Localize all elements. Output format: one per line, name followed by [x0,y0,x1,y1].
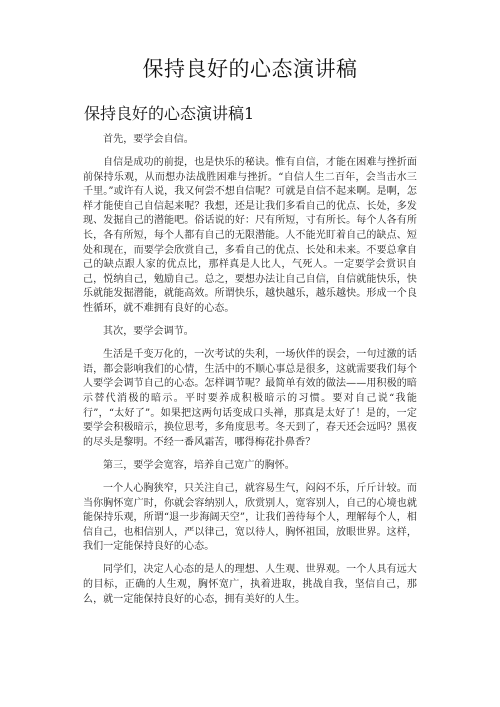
paragraph-5: 第三，要学会宽容，培养自己宽广的胸怀。 [103,459,295,471]
paragraph-7: 同学们，决定人心态的是人的理想、人生观、世界观。一个人具有远大的目标，正确的人生观，胸怀宽广，执着进取，挑战自我，坚信自己，那么，就一定能保持良好的心态，拥有美好的人生。 [83,564,417,605]
paragraph-3: 其次，要学会调节。 [103,326,194,338]
section-heading: 保持良好的心态演讲稿1 [84,104,255,123]
document-body [83,133,417,616]
paragraph-6: 一个人心胸狭窄，只关注自己，就容易生气，闷闷不乐，斤斤计较。而当你胸怀宽广时，你就会容纳别人，欣赏别人，宽容别人，自己的心境也就能保持乐观，所谓“退一步海阔天空”，让我们善待每个人，理解每个人，相信自己，也相信别人，严以律己，宽以待人，胸怀祖国，放眼世界。这样，我们一定能保持良好的心态。 [83,482,417,553]
paragraph-2: 自信是成功的前提，也是快乐的秘诀。惟有自信，才能在困难与挫折面前保持乐观，从而想办法战胜困难与挫折。“自信人生二百年，会当击水三千里。”或许有人说，我又何尝不想自信呢？可就是自信不起来啊。是啊，怎样才能使自己自信起来呢？我想，还是让我们多看自己的优点、长处，多发现、发掘自己的潜能吧。俗话说的好：尺有所短，寸有所长。每个人各有所长，各有所短，每个人都有自己的无限潜能。人不能光盯着自己的缺点、短处和现在，而要学会欣赏自己，多看自己的优点、长处和未来。不要总拿自己的缺点跟人家的优点比，那样真是人比人，气死人。一定要学会赏识自己，悦纳自己，勉励自己。总之，要想办法让自己自信，自信就能快乐，快乐就能发掘潜能，就能高效。所谓快乐，越快越乐，越乐越快。形成一个良性循环，就不难拥有良好的心态。 [83,157,417,315]
paragraph-1: 首先，要学会自信。 [103,134,194,145]
document-title: 保持良好的心态演讲稿 [142,57,358,81]
paragraph-4: 生活是千变万化的，一次考试的失利，一场伙伴的误会，一句过激的话语，都会影响我们的心情，生活中的不顺心事总是很多，这就需要我们每个人要学会调节自己的心态。怎样调节呢？最简单有效的做法——用积极的暗示替代消极的暗示。平时要养成积极暗示的习惯。要对自己说“我能行”，“太好了”。如果把这两句话变成口头禅，那真是太好了！是的，一定要学会积极暗示，换位思考，多角度思考。冬天到了，春天还会远吗？黑夜的尽头是黎明。不经一番风霜苦，哪得梅花扑鼻香？ [83,349,417,448]
